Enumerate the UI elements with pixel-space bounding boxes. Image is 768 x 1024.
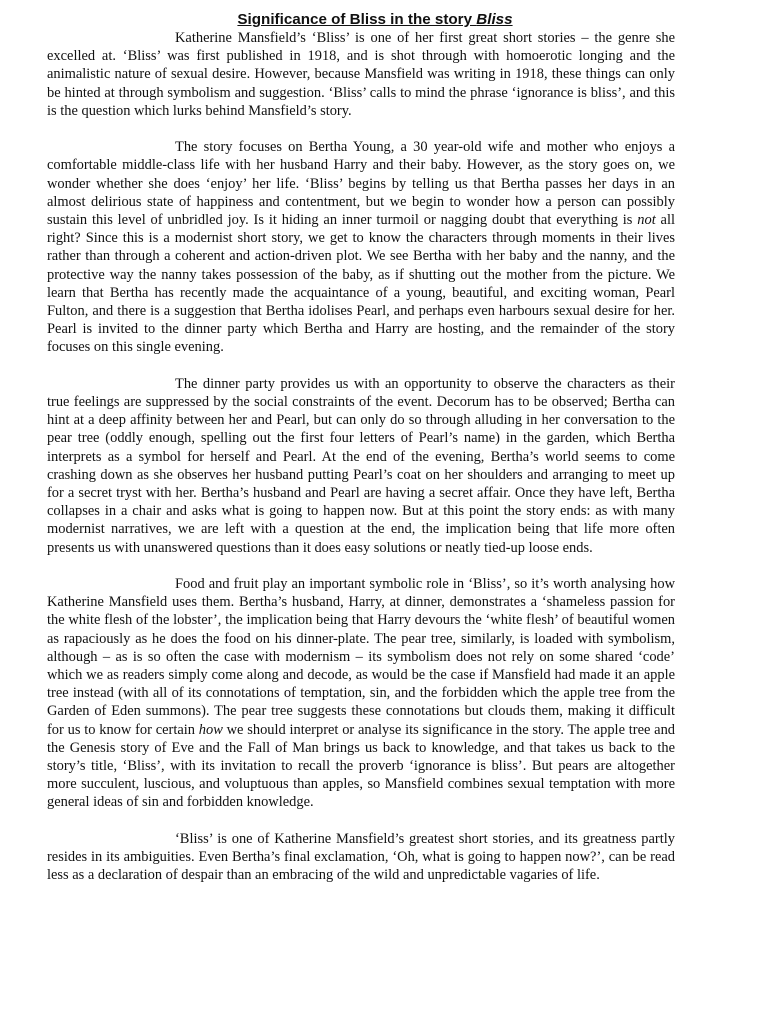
- paragraph-2: [47, 138, 675, 356]
- paragraph-text: we should interpret or analyse its significance in the story. The apple tree and the Genesis story of Eve and the Fall of Man brings us back to knowledge, and that takes us back to the story’s title, ‘Bliss’, with its invitation to recall the proverb ‘ignorance is bliss’. But pears are altogether more succulent, luscious, and voluptuous than apples, so Mansfield combines sexual temptation with more general ideas of sin and forbidden knowledge.: [47, 721, 676, 811]
- paragraph-text: The dinner party provides us with an opportunity to observe the characters as their true feelings are suppressed by the social constraints of the event. Decorum has to be observed; Bertha can hint at a deep affinity between her and Pearl, but can only do so through alluding in her conversation to the pear tree (oddly enough, spelling out the first four letters of Pearl’s name) in the garden, which Bertha interprets as a symbol for herself and Pearl. At the end of the evening, Bertha’s world seems to come crashing down as she observes her husband putting Pearl’s coat on her shoulders and arranging to meet up for a secret tryst with her. Bertha’s husband and Pearl are having a secret affair. Once they have left, Bertha collapses in a chair and asks what is going to happen now. But at this point the story ends: as with many modernist narratives, we are left with a question at the end, the implication being that life more often presents us with unanswered questions than it does easy solutions or neatly tied-up loose ends.: [47, 375, 675, 556]
- paragraph-1: [47, 29, 675, 120]
- paragraph-text: The story focuses on Bertha Young, a 30 year-old wife and mother who enjoys a comfortable middle-class life with her husband Harry and their baby. However, as the story goes on, we wonder whether she does ‘enjoy’ her life. ‘Bliss’ begins by telling us that Bertha passes her days in an almost delirious state of happiness and contentment, but we begin to wonder how a person can possibly sustain this level of unbridled joy. Is it hiding an inner turmoil or nagging doubt that everything is: [47, 139, 675, 229]
- document-page: [47, 10, 675, 884]
- title-main: Significance of Bliss in the story: [237, 11, 477, 28]
- emphasis-how: how: [198, 721, 223, 738]
- emphasis-not: not: [637, 212, 656, 229]
- paragraph-text: all right? Since this is a modernist short story, we get to know the characters through moments in their lives rather than through a coherent and action-driven plot. We see Bertha with her baby and the nanny, and the protective way the nanny takes possession of the baby, as if shutting out the mother from the picture. We learn that Bertha has recently made the acquaintance of a young, beautiful, and exciting woman, Pearl Fulton, and there is a suggestion that Bertha idolises Pearl, and perhaps even harbours sexual desire for her. Pearl is invited to the dinner party which Bertha and Harry are hosting, and the remainder of the story focuses on this single evening.: [47, 212, 675, 356]
- title-italic: Bliss: [476, 11, 513, 28]
- document-title: [75, 10, 675, 29]
- paragraph-5: [47, 830, 675, 885]
- paragraph-3: [47, 375, 675, 557]
- paragraph-text: Katherine Mansfield’s ‘Bliss’ is one of her first great short stories – the genre she excelled at. ‘Bliss’ was first published in 1918, and is shot through with homoerotic longing and the animalistic nature of sexual desire. However, because Mansfield was writing in 1918, these things can only be hinted at through symbolism and suggestion. ‘Bliss’ calls to mind the phrase ‘ignorance is bliss’, and this is the question which lurks behind Mansfield’s story.: [47, 30, 675, 119]
- paragraph-4: [47, 575, 675, 812]
- paragraph-text: Food and fruit play an important symbolic role in ‘Bliss’, so it’s worth analysing how Katherine Mansfield uses them. Bertha’s husband, Harry, at dinner, demonstrates a ‘shameless passion for the white flesh of the lobster’, the implication being that Harry devours the ‘white flesh’ of beautiful women as rapaciously as he does the food on his dinner-plate. The pear tree, similarly, is loaded with symbolism, although – as is so often the case with modernism – its symbolism does not rely on some shared ‘code’ which we as readers simply come along and decode, as would be the case if Mansfield had made it an apple tree instead (with all of its connotations of temptation, sin, and the forbidden which the apple tree from the Garden of Eden summons). The pear tree suggests these connotations but clouds them, making it difficult for us to know for certain: [47, 576, 675, 738]
- paragraph-text: ‘Bliss’ is one of Katherine Mansfield’s greatest short stories, and its greatness partly resides in its ambiguities. Even Bertha’s final exclamation, ‘Oh, what is going to happen now?’, can be read less as a declaration of despair than an embracing of the wild and unpredictable vagaries of life.: [47, 830, 675, 884]
